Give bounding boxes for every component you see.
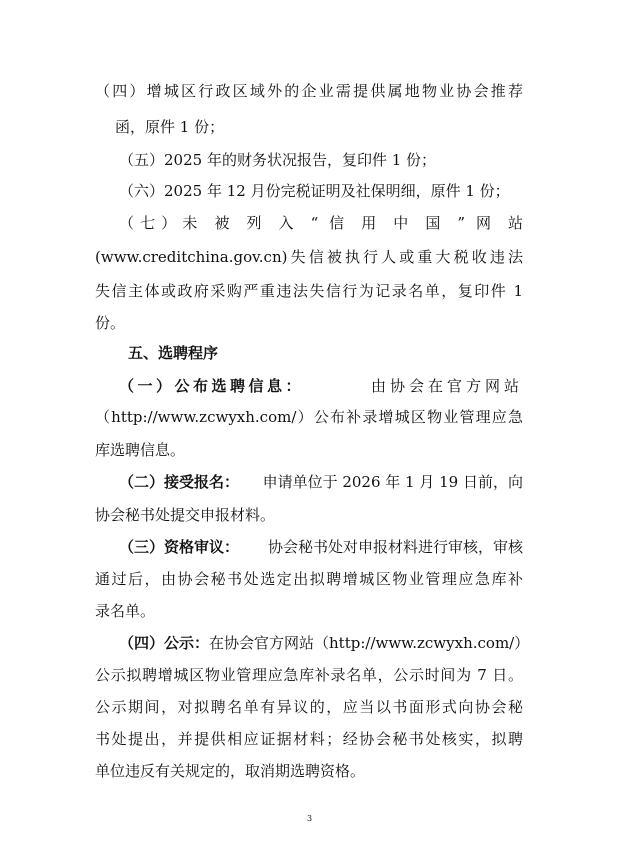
item-7-line-4: 份。: [95, 314, 126, 332]
step-4-text: 在协会官方网站（http://www.zcwyxh.com/）: [209, 634, 530, 652]
item-7-line-1: （七）未 被 列 入 “ 信 用 中 国 ” 网 站: [119, 214, 523, 232]
step-4-line-5: 单位违反有关规定的，取消期选聘资格。: [95, 762, 366, 780]
step-1-text: 由协会在官方网站: [370, 377, 523, 395]
step-1-line-1: [119, 376, 523, 396]
page-number: 3: [306, 814, 313, 823]
step-2-heading: （二）接受报名：: [119, 473, 240, 491]
item-5: （五）2025 年的财务状况报告，复印件 1 份；: [119, 151, 437, 169]
step-3-heading: （三）资格审议：: [119, 538, 240, 556]
step-1-line-3: 库选聘信息。: [95, 441, 186, 459]
step-2-line-1: [119, 472, 523, 492]
item-4-line-1: （四）增城区行政区域外的企业需提供属地物业协会推荐: [95, 82, 523, 100]
step-2-text: 申请单位于 2026 年 1 月 19 日前，向: [262, 473, 523, 491]
section-5-heading: 五、选聘程序: [128, 344, 219, 362]
step-4-line-4: 书处提出，并提供相应证据材料；经协会秘书处核实，拟聘: [95, 730, 523, 748]
step-3-text: 协会秘书处对申报材料进行审核，审核: [267, 538, 523, 556]
step-3-line-3: 录名单。: [95, 602, 156, 620]
step-4-line-3: 公示期间，对拟聘名单有异议的，应当以书面形式向协会秘: [95, 698, 523, 716]
step-4-line-2: 公示拟聘增城区物业管理应急库补录名单，公示时间为 7 日。: [95, 666, 523, 684]
step-3-line-2: 通过后，由协会秘书处选定出拟聘增城区物业管理应急库补: [95, 570, 523, 588]
step-4-line-1: [119, 633, 530, 653]
item-7-line-3: 失信主体或政府采购严重违法失信行为记录名单，复印件 1: [95, 282, 523, 300]
step-3-line-1: [119, 537, 523, 557]
step-4-heading: （四）公示：: [119, 634, 210, 652]
step-1-line-2: （http://www.zcwyxh.com/）公布补录增城区物业管理应急: [95, 408, 523, 426]
item-4-line-2: 函，原件 1 份；: [115, 118, 225, 136]
item-7-line-2: (www.creditchina.gov.cn)失信被执行人或重大税收违法: [95, 248, 523, 266]
item-6: （六）2025 年 12 月份完税证明及社保明细，原件 1 份；: [119, 182, 510, 200]
step-1-heading: （一）公布选聘信息：: [119, 377, 305, 395]
step-2-line-2: 协会秘书处提交申报材料。: [95, 506, 276, 524]
